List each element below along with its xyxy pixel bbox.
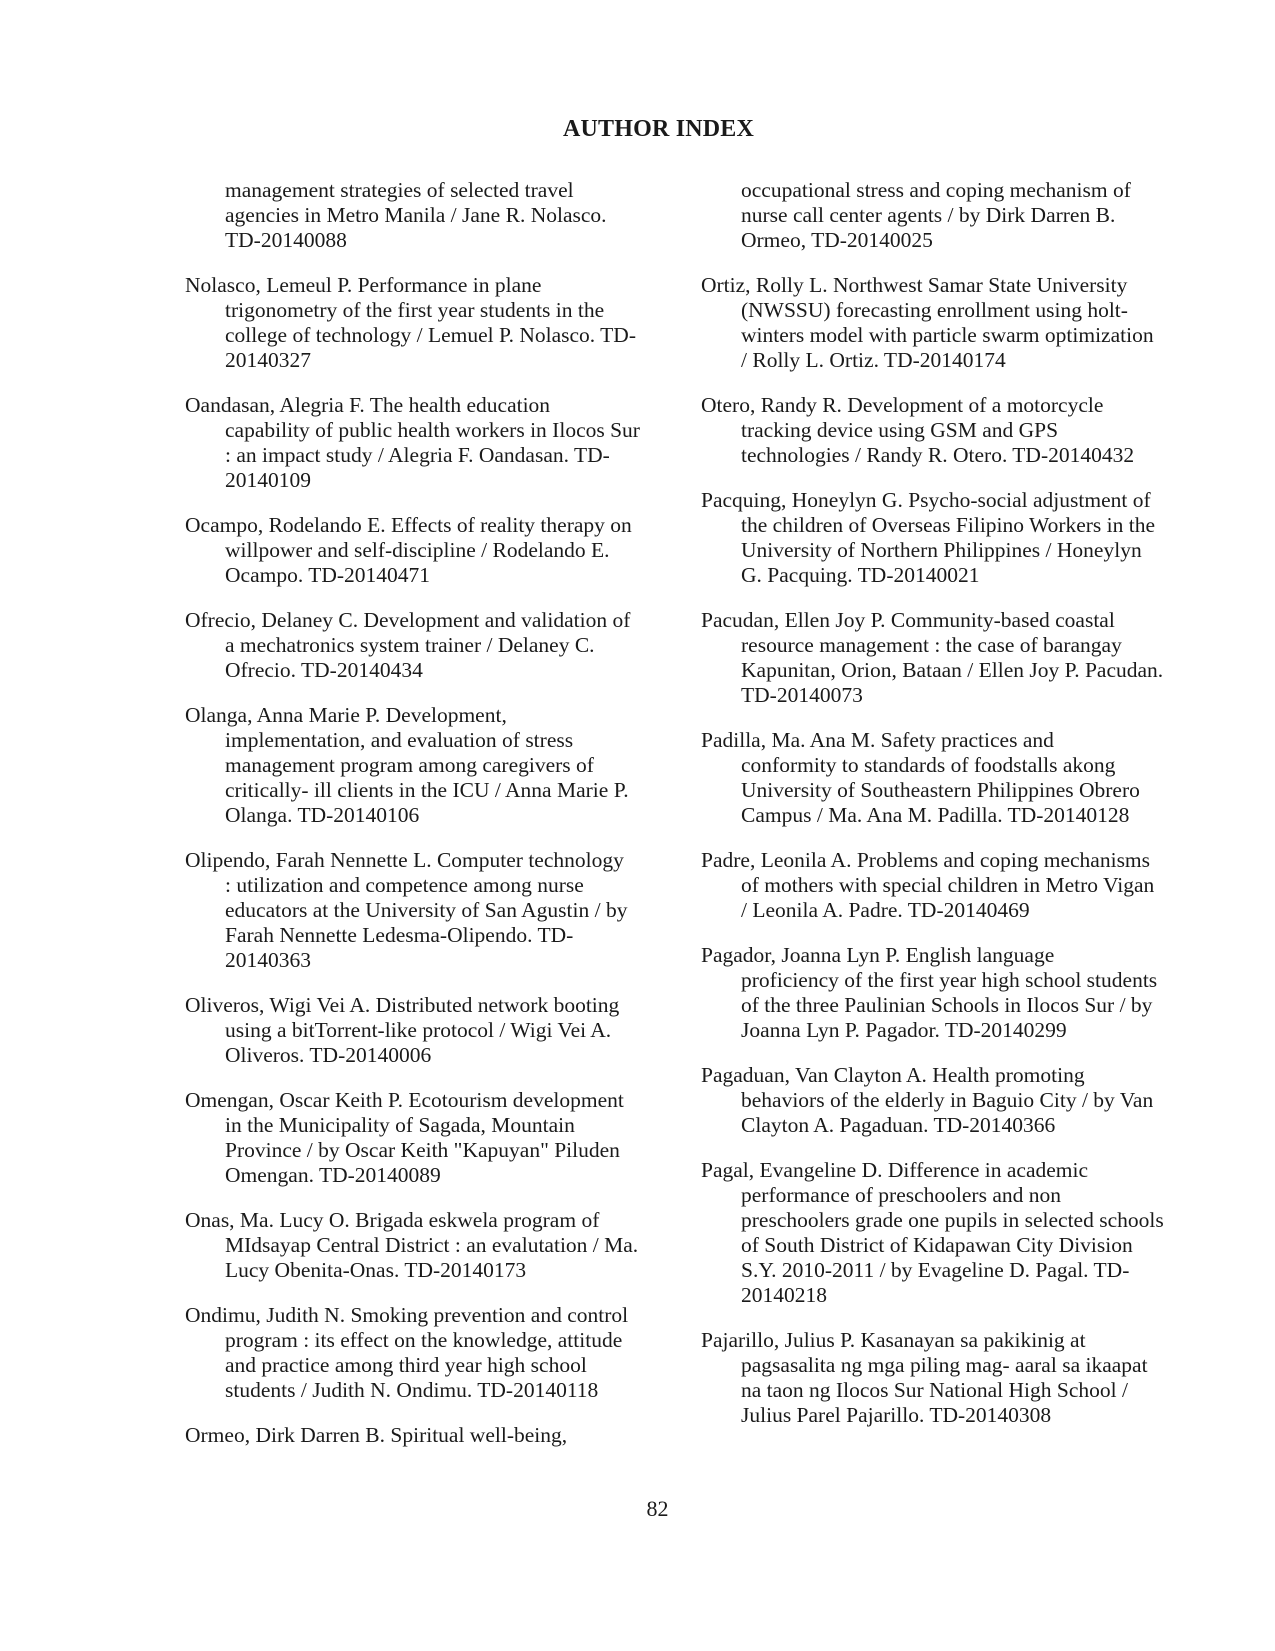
index-entry: Otero, Randy R. Development of a motorcycle tracking device using GSM and GPS technologies / Randy R. Otero. TD-20140432 [701, 393, 1135, 467]
page-title: AUTHOR INDEX [562, 116, 755, 142]
index-entry: Pagal, Evangeline D. Difference in academic performance of preschoolers and non preschoolers grade one pupils in selected schools of South District of Kidapawan City Division S.Y. 2010-2011 / by Evageline D. Pagal. TD- 20140218 [701, 1158, 1164, 1307]
index-entry: Pagador, Joanna Lyn P. English language proficiency of the first year high school students of the three Paulinian Schools in Ilocos Sur / by Joanna Lyn P. Pagador. TD-20140299 [701, 943, 1158, 1042]
index-entry: Omengan, Oscar Keith P. Ecotourism development in the Municipality of Sagada, Mountain Province / by Oscar Keith "Kapuyan" Piluden Omengan. TD-20140089 [185, 1088, 624, 1187]
index-entry: Ocampo, Rodelando E. Effects of reality therapy on willpower and self-discipline / Rodelando E. Ocampo. TD-20140471 [185, 513, 632, 587]
left-column [185, 178, 669, 1468]
index-entry: Pagaduan, Van Clayton A. Health promoting behaviors of the elderly in Baguio City / by Van Clayton A. Pagaduan. TD-20140366 [701, 1063, 1154, 1137]
index-entry-continued: occupational stress and coping mechanism of nurse call center agents / by Dirk Darren B. Ormeo, TD-20140025 [741, 178, 1131, 252]
index-entry: Pacquing, Honeylyn G. Psycho-social adjustment of the children of Overseas Filipino Workers in the University of Northern Philippines / Honeylyn G. Pacquing. TD-20140021 [701, 488, 1156, 587]
right-column [701, 178, 1185, 1448]
index-entry: Onas, Ma. Lucy O. Brigada eskwela program of MIdsayap Central District : an evalutation / Ma. Lucy Obenita-Onas. TD-20140173 [185, 1208, 639, 1282]
index-entry: Nolasco, Lemeul P. Performance in plane trigonometry of the first year students in the college of technology / Lemuel P. Nolasco. TD- 20140327 [185, 273, 636, 372]
index-entry: Pacudan, Ellen Joy P. Community-based coastal resource management : the case of barangay Kapunitan, Orion, Bataan / Ellen Joy P. Pacudan. TD-20140073 [701, 608, 1164, 707]
index-entry: Pajarillo, Julius P. Kasanayan sa pakikinig at pagsasalita ng mga piling mag- aaral sa ikaapat na taon ng Ilocos Sur National High School / Julius Parel Pajarillo. TD-20140308 [701, 1328, 1148, 1427]
index-entry-continued: management strategies of selected travel agencies in Metro Manila / Jane R. Nolasco. TD-20140088 [225, 178, 607, 252]
index-entry: Ondimu, Judith N. Smoking prevention and control program : its effect on the knowledge, attitude and practice among third year high school students / Judith N. Ondimu. TD-20140118 [185, 1303, 629, 1402]
index-entry: Olanga, Anna Marie P. Development, implementation, and evaluation of stress management program among caregivers of critically- ill clients in the ICU / Anna Marie P. Olanga. TD-20140106 [185, 703, 629, 827]
index-entry: Ortiz, Rolly L. Northwest Samar State University (NWSSU) forecasting enrollment using holt- winters model with particle swarm optimization / Rolly L. Ortiz. TD-20140174 [701, 273, 1154, 372]
page-number: 82 [646, 1496, 669, 1521]
index-entry: Padre, Leonila A. Problems and coping mechanisms of mothers with special children in Metro Vigan / Leonila A. Padre. TD-20140469 [701, 848, 1155, 922]
index-entry: Padilla, Ma. Ana M. Safety practices and conformity to standards of foodstalls akong University of Southeastern Philippines Obrero Campus / Ma. Ana M. Padilla. TD-20140128 [701, 728, 1140, 827]
index-entry: Olipendo, Farah Nennette L. Computer technology : utilization and competence among nurse educators at the University of San Agustin / by Farah Nennette Ledesma-Olipendo. TD- 20140363 [185, 848, 628, 972]
index-entry: Oandasan, Alegria F. The health education capability of public health workers in Ilocos Sur : an impact study / Alegria F. Oandasan. TD- 20140109 [185, 393, 640, 492]
index-entry: Ormeo, Dirk Darren B. Spiritual well-being, [185, 1423, 568, 1447]
index-entry: Oliveros, Wigi Vei A. Distributed network booting using a bitTorrent-like protocol / Wigi Vei A. Oliveros. TD-20140006 [185, 993, 620, 1067]
index-entry: Ofrecio, Delaney C. Development and validation of a mechatronics system trainer / Delaney C. Ofrecio. TD-20140434 [185, 608, 631, 682]
